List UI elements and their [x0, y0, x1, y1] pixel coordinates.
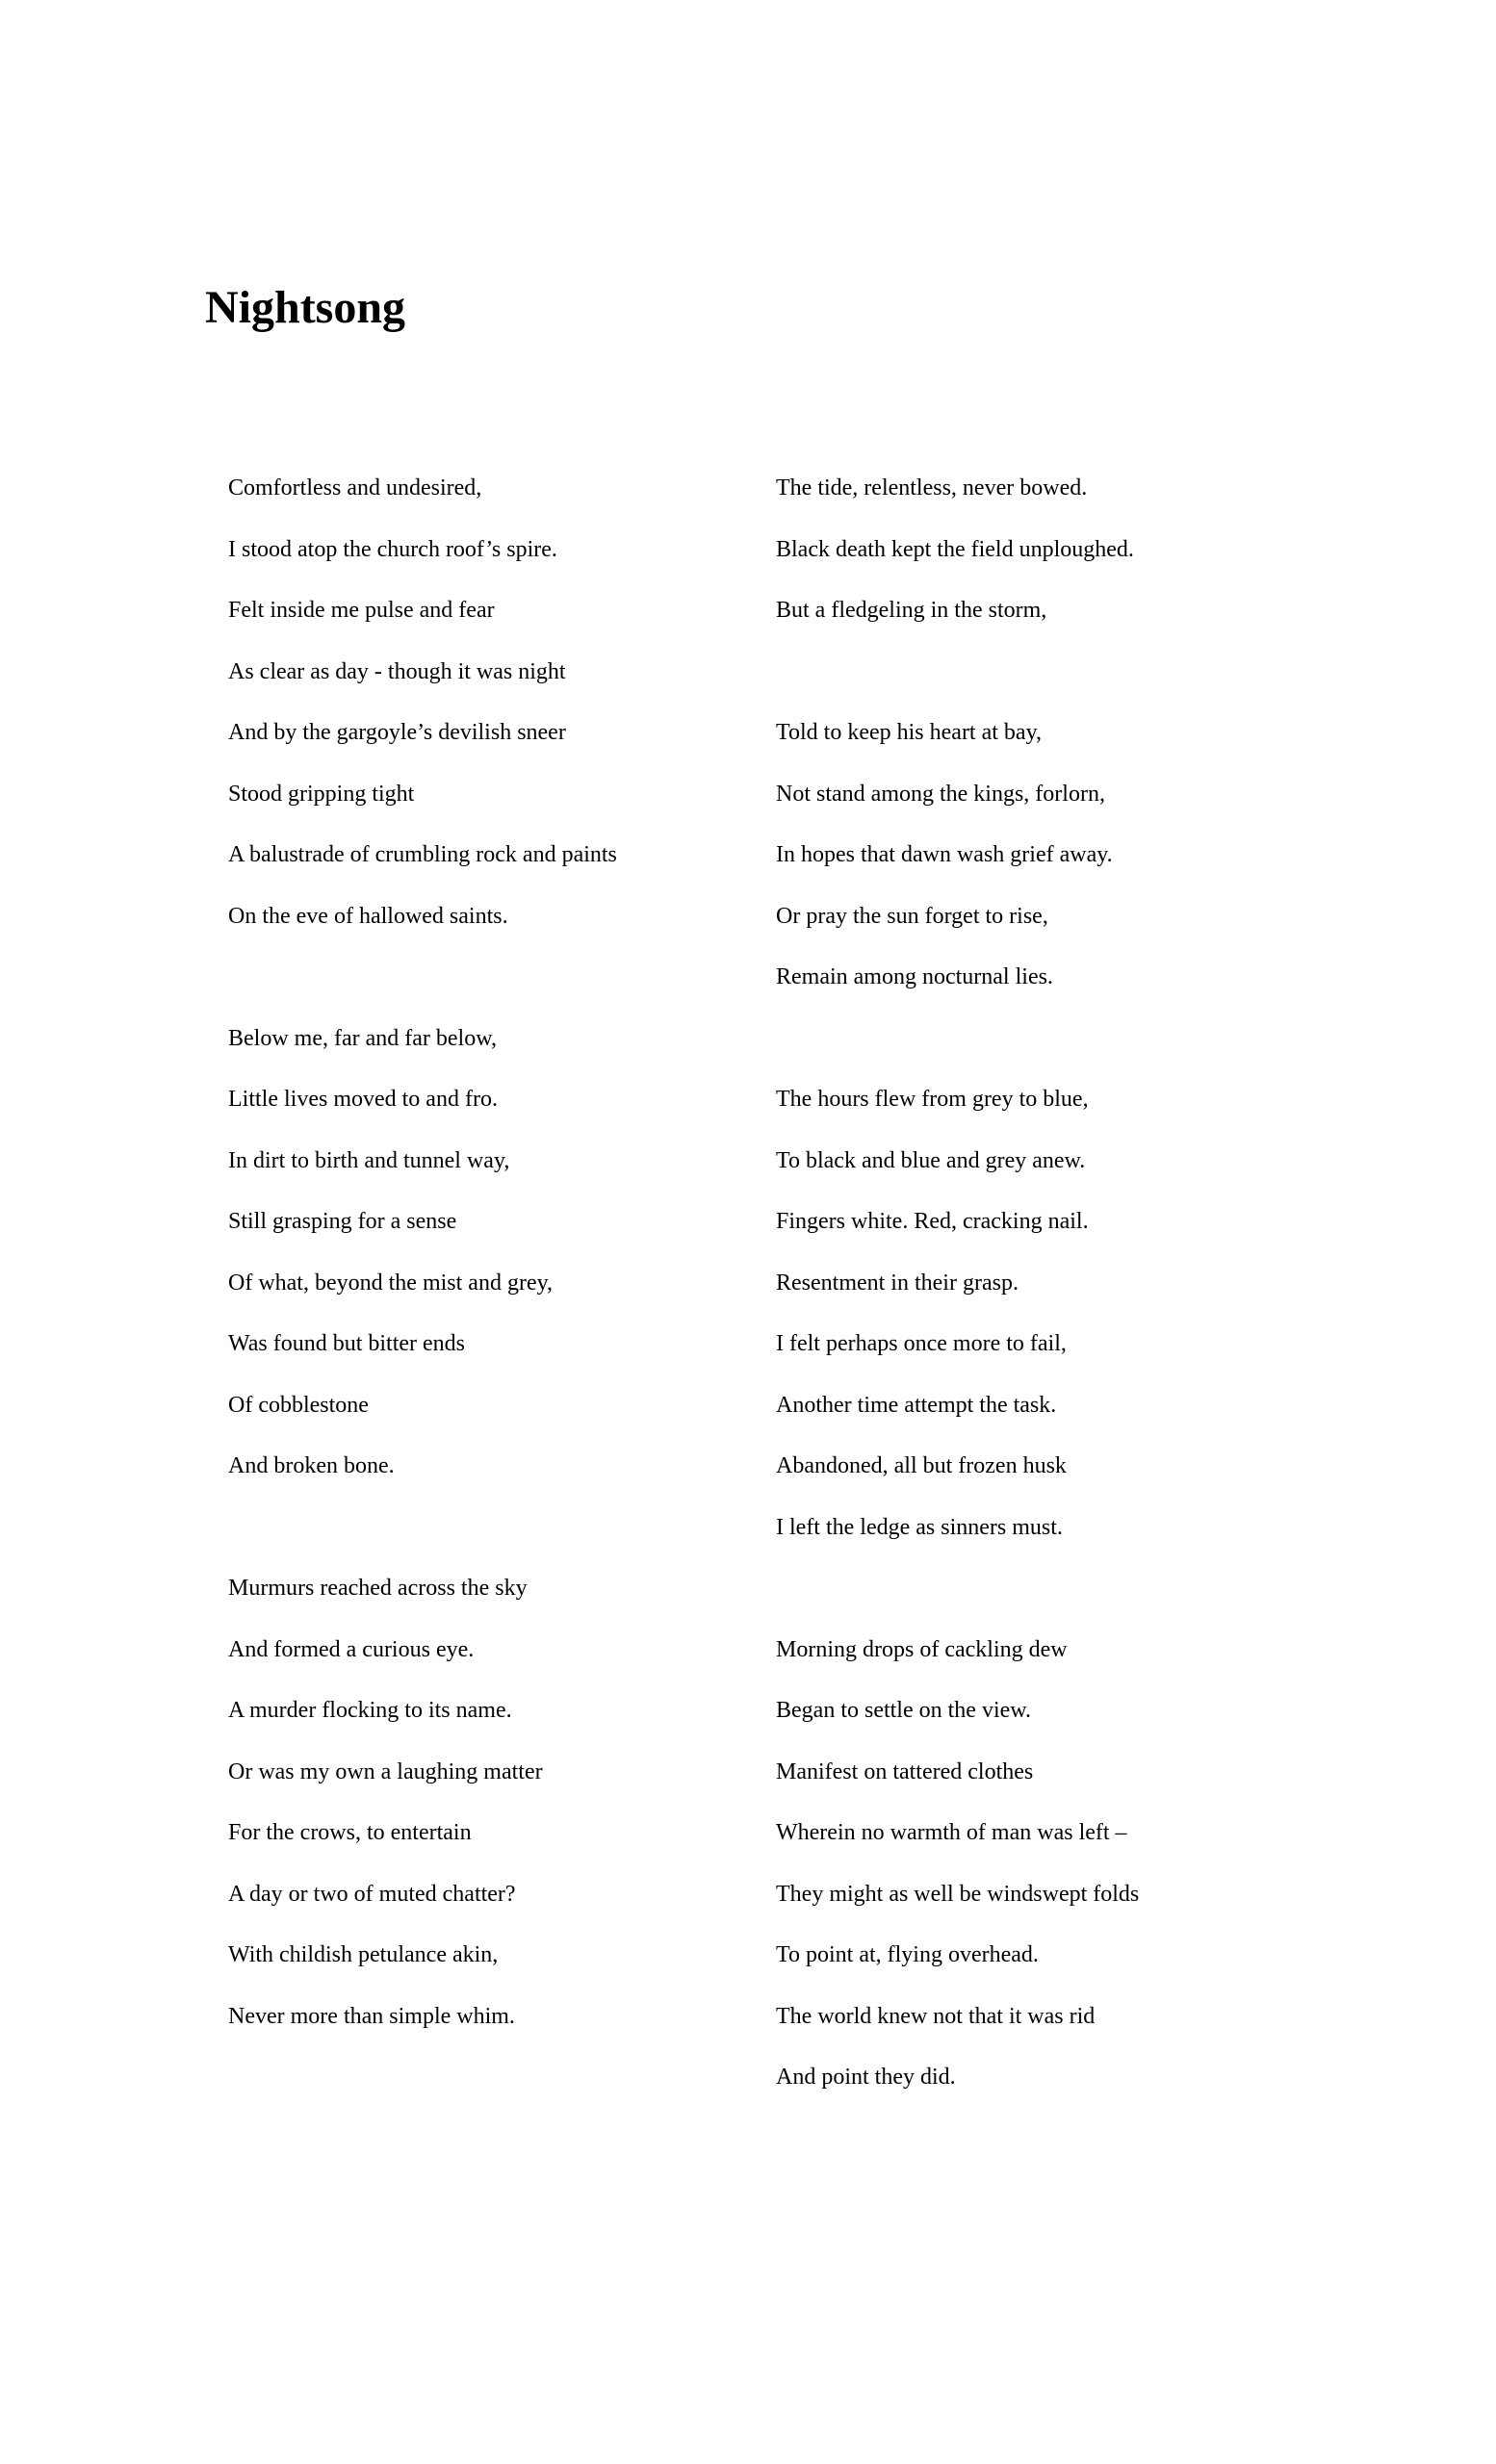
poem-line: To point at, flying overhead.	[776, 1942, 1039, 1967]
poem-line: Or pray the sun forget to rise,	[776, 903, 1048, 929]
poem-line: And by the gargoyle’s devilish sneer	[228, 720, 566, 745]
poem-line: To black and blue and grey anew.	[776, 1147, 1086, 1173]
poem-line: Remain among nocturnal lies.	[776, 964, 1053, 989]
poem-line: As clear as day - though it was night	[228, 658, 566, 684]
poem-line: But a fledgeling in the storm,	[776, 598, 1047, 623]
poem-line: Murmurs reached across the sky	[228, 1576, 528, 1601]
poem-line: A balustrade of crumbling rock and paints	[228, 842, 617, 867]
poem-line: Told to keep his heart at bay,	[776, 720, 1043, 745]
poem-line: Was found but bitter ends	[228, 1331, 466, 1356]
poem-line: Little lives moved to and fro.	[228, 1087, 498, 1112]
poem-line: Morning drops of cackling dew	[776, 1636, 1068, 1662]
stanza	[776, 1069, 1419, 1558]
poem-line: With childish petulance akin,	[228, 1942, 499, 1967]
poem-line: Manifest on tattered clothes	[776, 1758, 1034, 1784]
poem-line: And formed a curious eye.	[228, 1636, 475, 1662]
stanza	[776, 458, 1419, 642]
poem-line: And broken bone.	[228, 1453, 395, 1478]
poem-line: In hopes that dawn wash grief away.	[776, 842, 1113, 867]
poem-line: Below me, far and far below,	[228, 1025, 497, 1051]
poem-line: On the eve of hallowed saints.	[228, 903, 508, 929]
poem-line: Wherein no warmth of man was left –	[776, 1820, 1127, 1845]
poem-line: I left the ledge as sinners must.	[776, 1514, 1063, 1540]
poem-line: A murder flocking to its name.	[228, 1698, 512, 1723]
stanza	[228, 1009, 776, 1498]
poem-line: Another time attempt the task.	[776, 1392, 1057, 1418]
poem-columns	[228, 458, 1419, 2109]
poem-line: I felt perhaps once more to fail,	[776, 1331, 1067, 1356]
poem-line: Abandoned, all but frozen husk	[776, 1453, 1067, 1478]
stanza	[776, 1620, 1419, 2109]
poem-line: Began to settle on the view.	[776, 1698, 1032, 1723]
poem-column-right	[776, 458, 1419, 2109]
poem-line: Fingers white. Red, cracking nail.	[776, 1209, 1089, 1234]
poem-line: The world knew not that it was rid	[776, 2003, 1096, 2029]
poem-title: Nightsong	[205, 282, 406, 333]
poem-line: I stood atop the church roof’s spire.	[228, 536, 557, 562]
poem-line: Black death kept the field unploughed.	[776, 536, 1134, 562]
poem-line: The tide, relentless, never bowed.	[776, 475, 1088, 500]
poem-line: The hours flew from grey to blue,	[776, 1087, 1089, 1112]
poem-line: Of what, beyond the mist and grey,	[228, 1270, 554, 1296]
stanza	[228, 1558, 776, 2047]
poem-line: Not stand among the kings, forlorn,	[776, 781, 1105, 807]
stanza	[228, 458, 776, 947]
poem-line: Still grasping for a sense	[228, 1209, 457, 1234]
poem-line: In dirt to birth and tunnel way,	[228, 1147, 510, 1173]
stanza	[776, 703, 1419, 1009]
poem-line: A day or two of muted chatter?	[228, 1881, 516, 1907]
poem-line: Stood gripping tight	[228, 781, 415, 807]
poem-line: They might as well be windswept folds	[776, 1881, 1140, 1907]
poem-line: And point they did.	[776, 2065, 956, 2090]
poem-line: Of cobblestone	[228, 1392, 369, 1418]
poem-line: For the crows, to entertain	[228, 1820, 472, 1845]
poem-column-left	[228, 458, 776, 2047]
poem-line: Or was my own a laughing matter	[228, 1758, 543, 1784]
poem-line: Never more than simple whim.	[228, 2003, 515, 2029]
poem-line: Felt inside me pulse and fear	[228, 598, 495, 623]
poem-line: Comfortless and undesired,	[228, 475, 482, 500]
poem-line: Resentment in their grasp.	[776, 1270, 1019, 1296]
